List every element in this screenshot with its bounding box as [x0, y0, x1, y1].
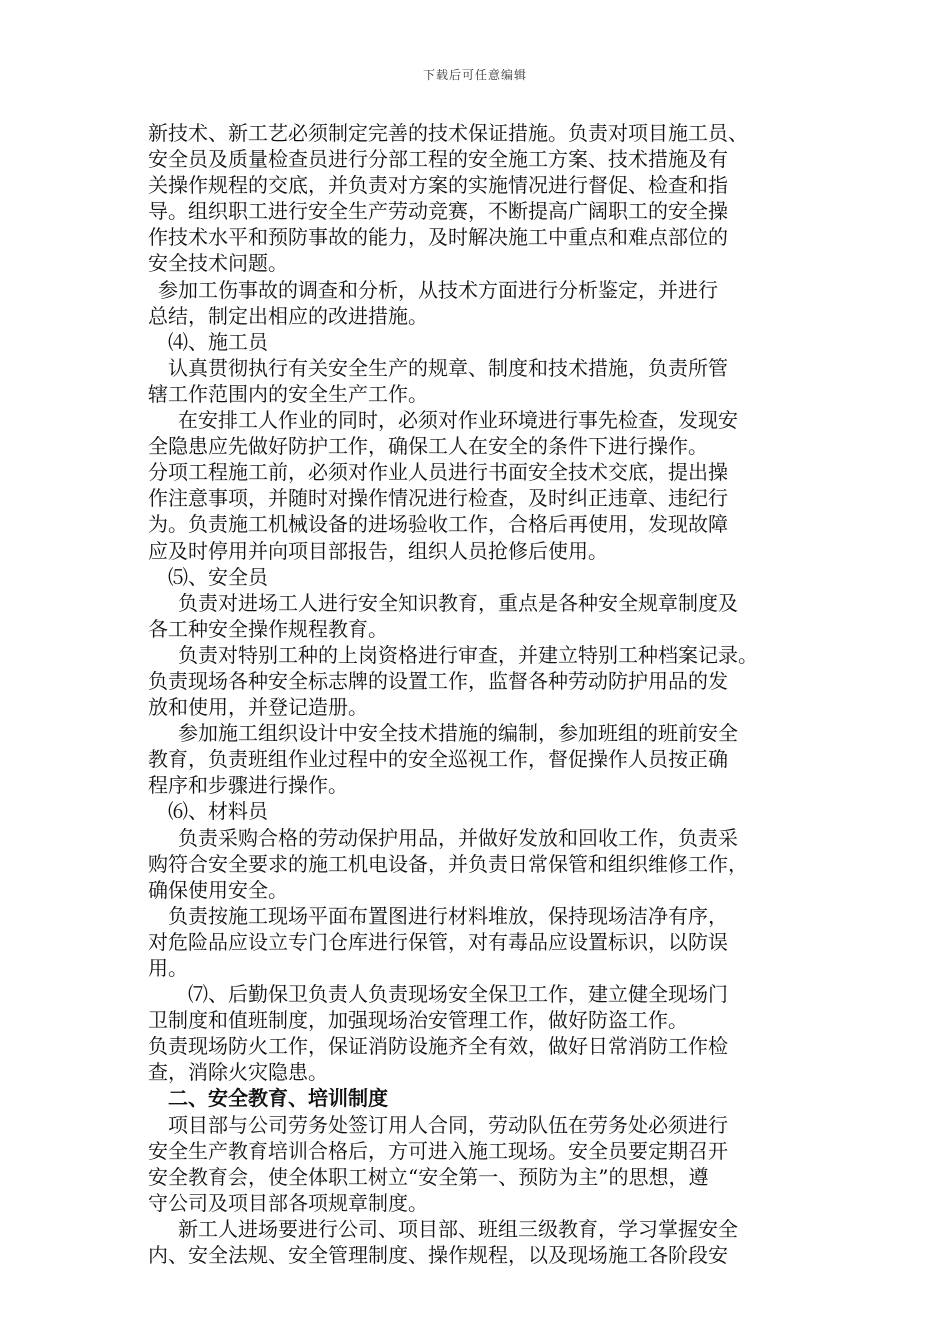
text-line: 在安排工人作业的同时，必须对作业环境进行事先检查，发现安 — [178, 408, 738, 433]
text-line: ⑷、施工员 — [168, 329, 268, 354]
text-line: 负责对进场工人进行安全知识教育，重点是各种安全规章制度及 — [178, 590, 738, 615]
text-line: 内、安全法规、安全管理制度、操作规程，以及现场施工各阶段安 — [148, 1243, 728, 1268]
page-header: 下载后可任意编辑 — [422, 68, 527, 82]
text-line: 新工人进场要进行公司、项目部、班组三级教育，学习掌握安全 — [178, 1216, 738, 1241]
text-line: ⑹、材料员 — [168, 799, 268, 824]
document-body — [148, 120, 810, 1268]
text-line: 应及时停用并向项目部报告，组织人员抢修后使用。 — [148, 538, 608, 563]
text-line: 关操作规程的交底，并负责对方案的实施情况进行督促、检查和指 — [148, 173, 728, 198]
text-line: 各工种安全操作规程教育。 — [148, 616, 388, 641]
text-line: 作技术水平和预防事故的能力，及时解决施工中重点和难点部位的 — [148, 225, 728, 250]
text-line: 程序和步骤进行操作。 — [148, 773, 348, 798]
text-line: 负责现场防火工作，保证消防设施齐全有效，做好日常消防工作检 — [148, 1034, 728, 1059]
text-line: 辖工作范围内的安全生产工作。 — [148, 381, 428, 406]
text-line: 参加施工组织设计中安全技术措施的编制，参加班组的班前安全 — [178, 721, 738, 746]
text-line: 总结，制定出相应的改进措施。 — [148, 303, 428, 328]
text-line: 卫制度和值班制度，加强现场治安管理工作，做好防盗工作。 — [148, 1008, 688, 1033]
text-line: 负责采购合格的劳动保护用品，并做好发放和回收工作，负责采 — [178, 825, 738, 850]
text-line: 分项工程施工前，必须对作业人员进行书面安全技术交底，提出操 — [148, 460, 728, 485]
text-line: 守公司及项目部各项规章制度。 — [148, 1190, 428, 1215]
text-line: 新技术、新工艺必须制定完善的技术保证措施。负责对项目施工员、 — [148, 121, 748, 145]
text-line: 全隐患应先做好防护工作，确保工人在安全的条件下进行操作。 — [148, 434, 708, 459]
text-line: 确保使用安全。 — [148, 877, 288, 902]
text-line: ⑸、安全员 — [168, 564, 268, 589]
text-line: 购符合安全要求的施工机电设备，并负责日常保管和组织维修工作， — [148, 851, 748, 876]
text-line: 安全教育会，使全体职工树立“安全第一、预防为主”的思想，遵 — [148, 1164, 709, 1189]
text-line: 安全员及质量检查员进行分部工程的安全施工方案、技术措施及有 — [148, 147, 728, 172]
text-line: 安全生产教育培训合格后，方可进入施工现场。安全员要定期召开 — [148, 1138, 728, 1163]
text-line: 项目部与公司劳务处签订用人合同，劳动队伍在劳务处必须进行 — [168, 1112, 728, 1137]
text-line: 教育，负责班组作业过程中的安全巡视工作，督促操作人员按正确 — [148, 747, 728, 772]
text-line: 作注意事项，并随时对操作情况进行检查，及时纠正违章、违纪行 — [148, 486, 728, 511]
text-line: 导。组织职工进行安全生产劳动竞赛，不断提高广阔职工的安全操 — [148, 199, 728, 224]
section-heading: 二、安全教育、培训制度 — [168, 1086, 388, 1111]
text-line: 用。 — [148, 956, 188, 980]
text-line: ⑺、后勤保卫负责人负责现场安全保卫工作，建立健全现场门 — [188, 982, 728, 1007]
text-line: 放和使用，并登记造册。 — [148, 695, 368, 720]
text-line: 对危险品应设立专门仓库进行保管，对有毒品应设置标识，以防误 — [148, 929, 728, 954]
text-line: 负责现场各种安全标志牌的设置工作，监督各种劳动防护用品的发 — [148, 668, 728, 693]
text-line: 为。负责施工机械设备的进场验收工作，合格后再使用，发现故障 — [148, 512, 728, 537]
text-line: 安全技术问题。 — [148, 251, 288, 276]
text-line: 认真贯彻执行有关安全生产的规章、制度和技术措施，负责所管 — [168, 355, 728, 380]
text-line: 查，消除火灾隐患。 — [148, 1060, 328, 1085]
text-line: 负责对特别工种的上岗资格进行审查，并建立特别工种档案记录。 — [178, 642, 758, 667]
text-line: 负责按施工现场平面布置图进行材料堆放，保持现场洁净有序， — [168, 903, 728, 928]
text-line: 参加工伤事故的调查和分析，从技术方面进行分析鉴定，并进行 — [158, 277, 718, 302]
